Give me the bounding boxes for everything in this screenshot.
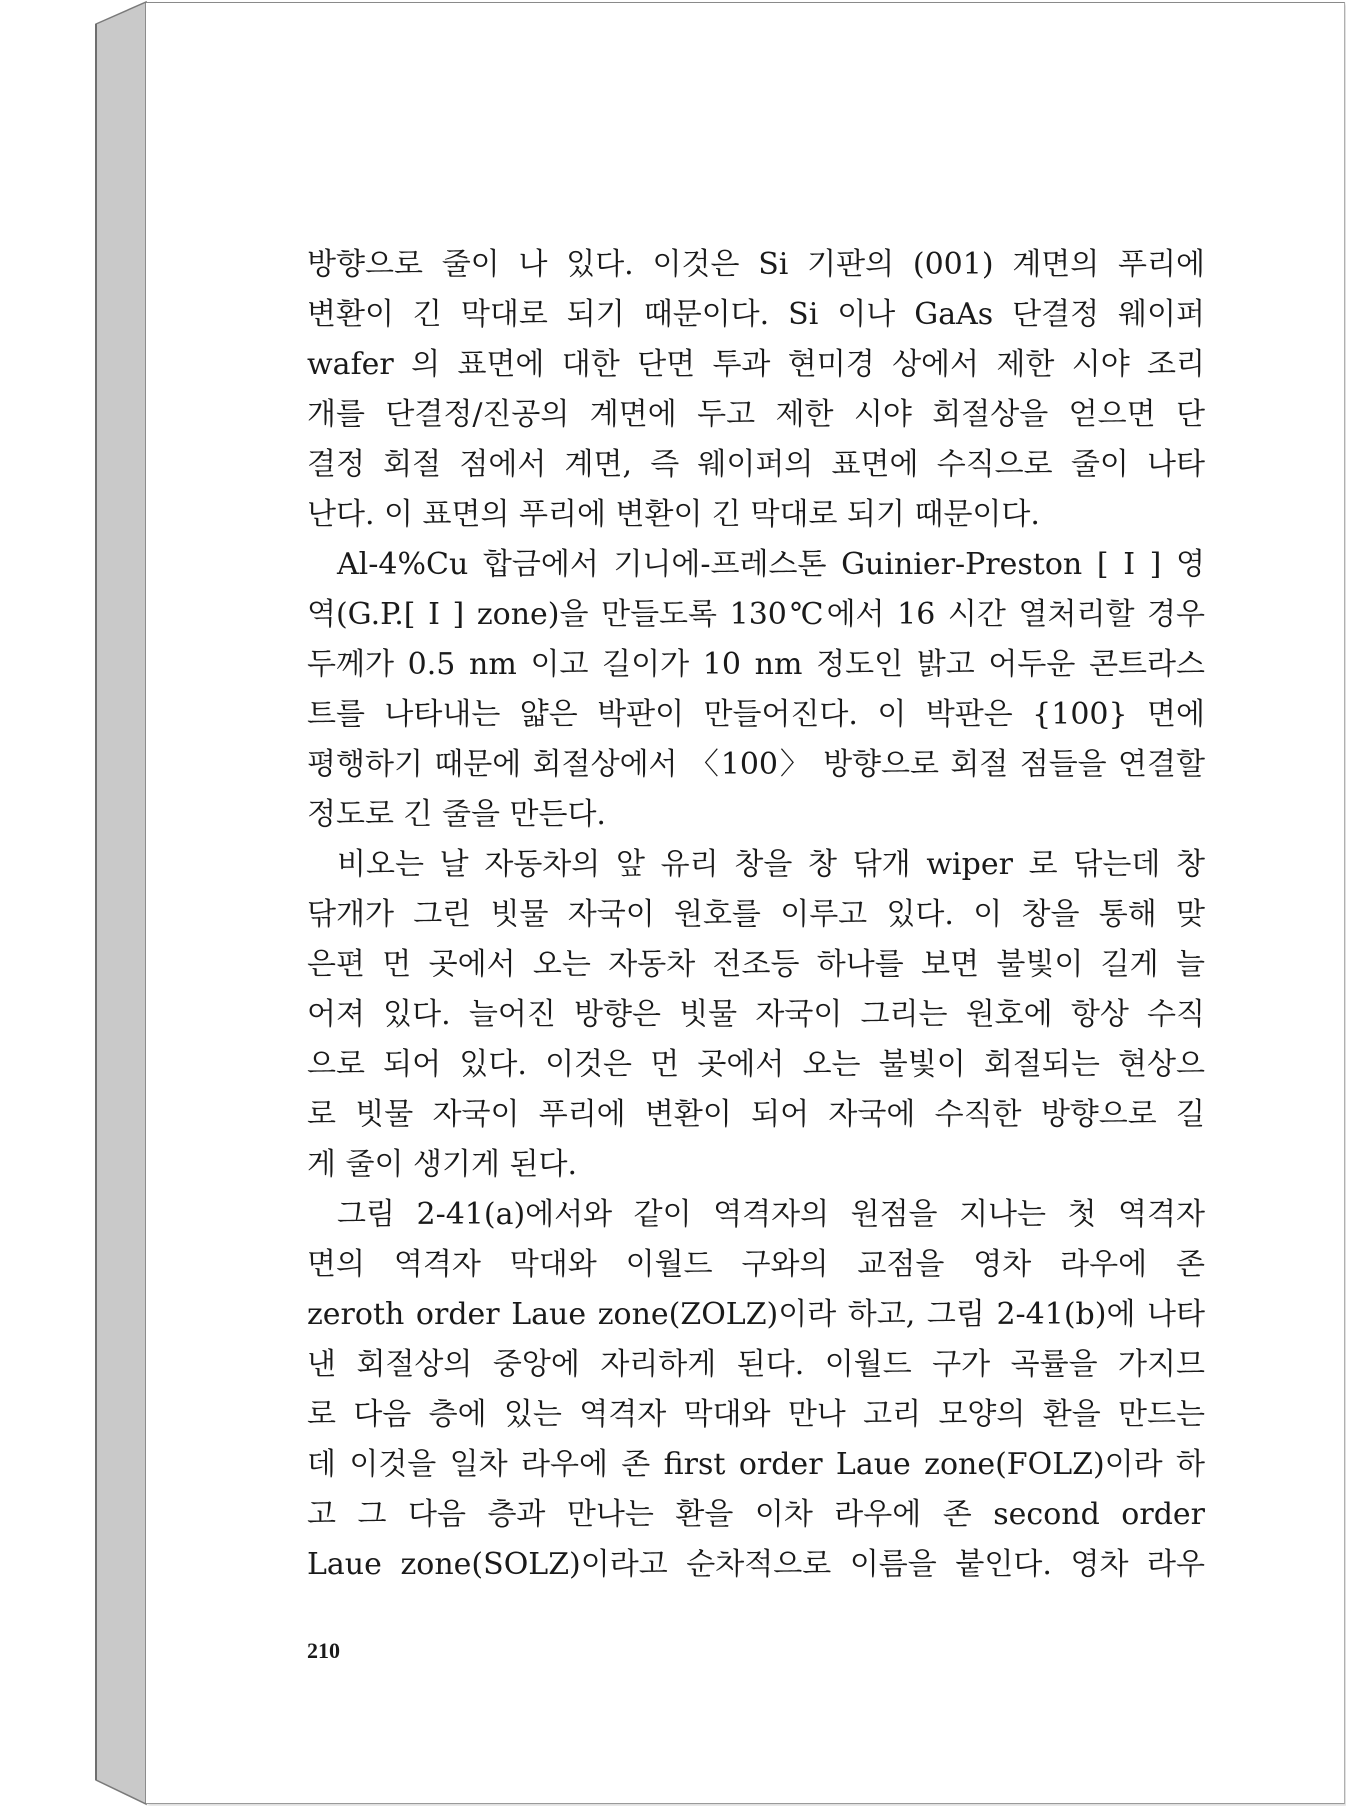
text-line: 로 빗물 자국이 푸리에 변환이 되어 자국에 수직한 방향으로 길 — [307, 1097, 1205, 1132]
text-line: wafer 의 표면에 대한 단면 투과 현미경 상에서 제한 시야 조리 — [307, 347, 1205, 382]
text-line: 두께가 0.5 nm 이고 길이가 10 nm 정도인 밝고 어두운 콘트라스 — [307, 647, 1205, 682]
text-line: 어져 있다. 늘어진 방향은 빗물 자국이 그리는 원호에 항상 수직 — [307, 997, 1205, 1032]
text-line: 평행하기 때문에 회절상에서 〈100〉 방향으로 회절 점들을 연결할 — [307, 747, 1205, 782]
text-line: 변환이 긴 막대로 되기 때문이다. Si 이나 GaAs 단결정 웨이퍼 — [307, 297, 1205, 332]
text-line: 낸 회절상의 중앙에 자리하게 된다. 이월드 구가 곡률을 가지므 — [307, 1347, 1205, 1382]
text-line: 데 이것을 일차 라우에 존 first order Laue zone(FOLZ)이라 하 — [307, 1447, 1205, 1482]
text-line: 역(G.P.[ I ] zone)을 만들도록 130℃에서 16 시간 열처리할 경우 — [307, 597, 1205, 632]
text-line: 방향으로 줄이 나 있다. 이것은 Si 기판의 (001) 계면의 푸리에 — [307, 247, 1205, 282]
text-line: 은편 먼 곳에서 오는 자동차 전조등 하나를 보면 불빛이 길게 늘 — [307, 947, 1205, 982]
book-spine-face — [96, 2, 146, 1804]
text-line: 결정 회절 점에서 계면, 즉 웨이퍼의 표면에 수직으로 줄이 나타 — [307, 447, 1205, 482]
text-line: 면의 역격자 막대와 이월드 구와의 교점을 영차 라우에 존 — [307, 1247, 1205, 1282]
text-line: zeroth order Laue zone(ZOLZ)이라 하고, 그림 2-41(b)에 나타 — [307, 1297, 1205, 1332]
text-line: 그림 2-41(a)에서와 같이 역격자의 원점을 지나는 첫 역격자 — [337, 1197, 1205, 1232]
text-line: Laue zone(SOLZ)이라고 순차적으로 이름을 붙인다. 영차 라우 — [307, 1547, 1205, 1582]
text-line: 게 줄이 생기게 된다. — [307, 1147, 577, 1182]
text-line: 난다. 이 표면의 푸리에 변환이 긴 막대로 되기 때문이다. — [307, 497, 1040, 532]
text-line: 고 그 다음 층과 만나는 환을 이차 라우에 존 second order — [307, 1497, 1205, 1532]
text-line: 개를 단결정/진공의 계면에 두고 제한 시야 회절상을 얻으면 단 — [307, 397, 1205, 432]
text-line: 비오는 날 자동차의 앞 유리 창을 창 닦개 wiper 로 닦는데 창 — [337, 847, 1205, 882]
text-line: Al-4%Cu 합금에서 기니에-프레스톤 Guinier-Preston [ I ] 영 — [337, 547, 1205, 582]
text-line: 닦개가 그린 빗물 자국이 원호를 이루고 있다. 이 창을 통해 맞 — [307, 897, 1205, 932]
text-line: 로 다음 층에 있는 역격자 막대와 만나 고리 모양의 환을 만드는 — [307, 1397, 1205, 1432]
text-line: 트를 나타내는 얇은 박판이 만들어진다. 이 박판은 {100} 면에 — [307, 697, 1205, 732]
body-text — [307, 240, 1205, 1590]
text-line: 정도로 긴 줄을 만든다. — [307, 797, 606, 832]
page-number: 210 — [307, 1638, 340, 1663]
text-line: 으로 되어 있다. 이것은 먼 곳에서 오는 불빛이 회절되는 현상으 — [307, 1047, 1205, 1082]
